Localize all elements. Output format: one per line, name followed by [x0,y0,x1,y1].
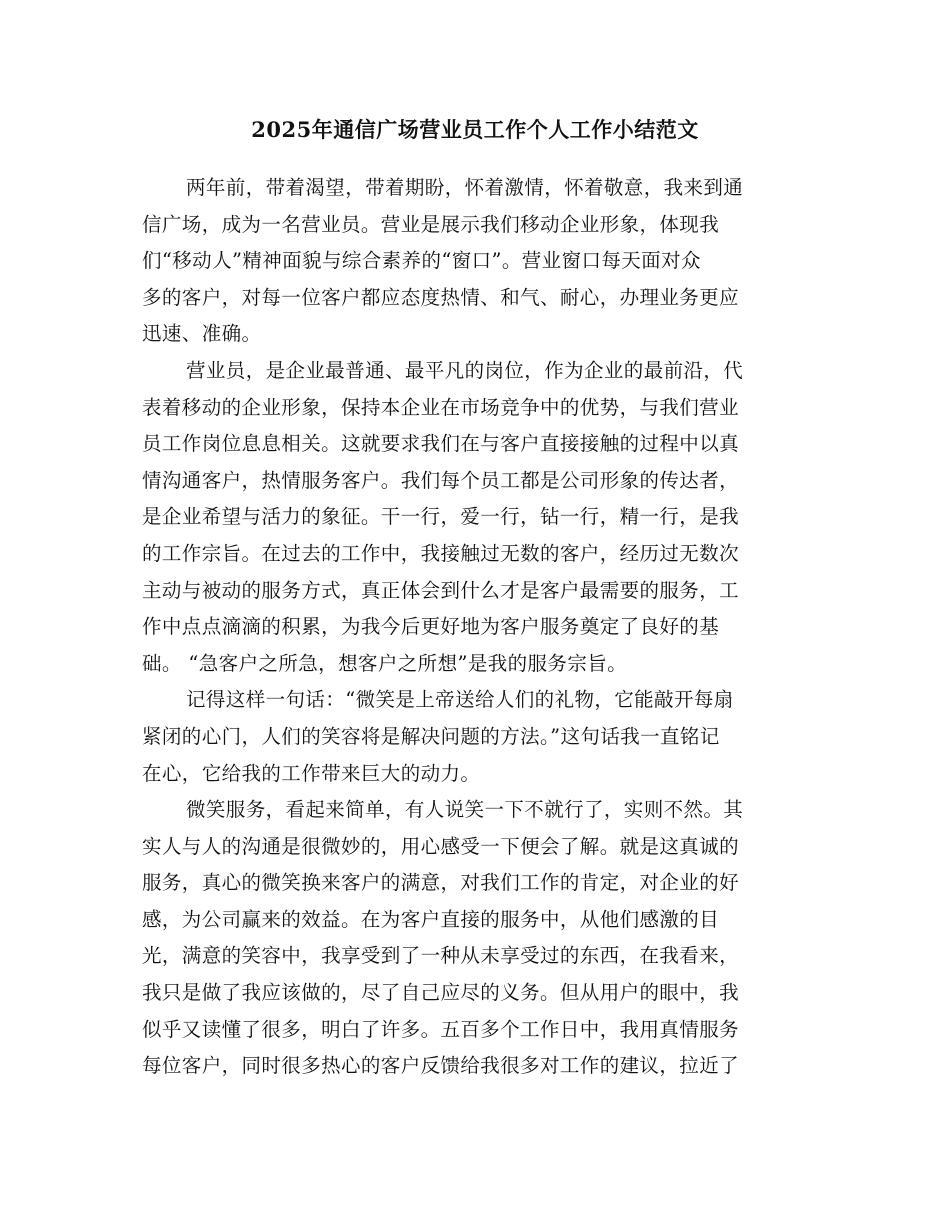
text-line: 实人与人的沟通是很微妙的，用心感受一下便会了解。就是这真诚的 [142,834,740,858]
text-line: 紧闭的心门，人们的笑容将是解决问题的方法。”这句话我一直铭记 [142,724,720,748]
text-line: 作中点点滴滴的积累，为我今后更好地为客户服务奠定了良好的基 [142,615,720,639]
text-line: 记得这样一句话：“微笑是上帝送给人们的礼物，它能敲开每扇 [186,688,734,712]
text-line: 营业员，是企业最普通、最平凡的岗位，作为企业的最前沿，代 [186,358,744,382]
text-line: 情沟通客户，热情服务客户。我们每个员工都是公司形象的传达者， [142,468,740,492]
text-line: 我只是做了我应该做的，尽了自己应尽的义务。但从用户的眼中，我 [142,981,740,1005]
text-line: 服务，真心的微笑换来客户的满意，对我们工作的肯定，对企业的好 [142,871,740,895]
paragraph-4 [142,792,802,1085]
text-line: 在心，它给我的工作带来巨大的动力。 [142,761,481,785]
text-line: 员工作岗位息息相关。这就要求我们在与客户直接接触的过程中以真 [142,432,740,456]
text-line: 主动与被动的服务方式，真正体会到什么才是客户最需要的服务，工 [142,578,740,602]
text-line: 表着移动的企业形象，保持本企业在市场竞争中的优势，与我们营业 [142,395,740,419]
text-line: 的工作宗旨。在过去的工作中，我接触过无数的客户，经历过无数次 [142,541,740,565]
text-line: 光，满意的笑容中，我享受到了一种从未享受过的东西，在我看来， [142,944,740,968]
text-line: 微笑服务，看起来简单，有人说笑一下不就行了，实则不然。其 [186,798,744,822]
text-line: 似乎又读懂了很多，明白了许多。五百多个工作日中，我用真情服务 [142,1017,740,1041]
text-line: 多的客户，对每一位客户都应态度热情、和气、耐心，办理业务更应 [142,285,740,309]
text-line: 感，为公司赢来的效益。在为客户直接的服务中，从他们感激的目 [142,907,720,931]
paragraph-2 [142,353,802,682]
text-line: 每位客户，同时很多热心的客户反馈给我很多对工作的建议，拉近了 [142,1054,740,1078]
text-line: 们“移动人”精神面貌与综合素养的“窗口”。营业窗口每天面对众 [142,249,701,273]
document-body [142,170,802,1085]
paragraph-3 [142,682,802,792]
text-line: 础。 “急客户之所急，想客户之所想”是我的服务宗旨。 [142,651,628,675]
text-line: 两年前，带着渴望，带着期盼，怀着激情，怀着敬意，我来到通 [186,176,744,199]
text-line: 信广场，成为一名营业员。营业是展示我们移动企业形象，体现我 [142,212,720,236]
text-line: 迅速、准确。 [142,322,262,346]
document-title: 2025年通信广场营业员工作个人工作小结范文 [251,117,699,142]
text-line: 是企业希望与活力的象征。干一行，爱一行，钻一行，精一行，是我 [142,505,740,529]
paragraph-1 [142,170,802,353]
